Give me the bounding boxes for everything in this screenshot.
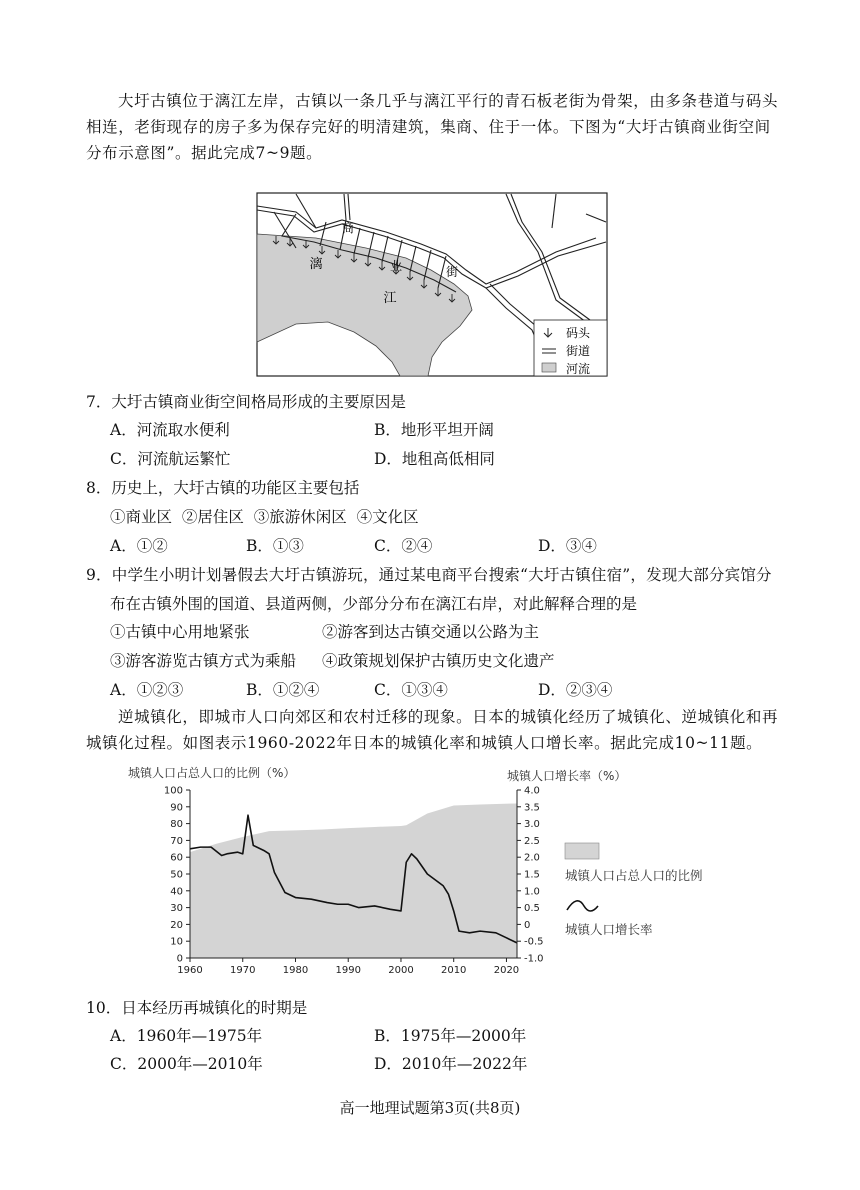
y-tick-label: 50 (170, 869, 183, 881)
page-footer: 高一地理试题第3页(共8页) (339, 1099, 521, 1117)
y-tick-label: 40 (170, 886, 183, 898)
map-legend (534, 320, 607, 376)
y-tick-label: 10 (170, 936, 183, 948)
q8-option-d[interactable]: D．③④ (538, 537, 597, 555)
q8-option-b[interactable]: B．①③ (246, 537, 304, 555)
x-tick-label: 1980 (282, 965, 309, 976)
y2-tick-label: 1.0 (524, 886, 540, 898)
x-tick-label: 1990 (335, 965, 361, 976)
q7-option-b[interactable]: B．地形平坦开阔 (374, 421, 494, 439)
q9-option-c[interactable]: C．①③④ (374, 681, 448, 699)
chart-area-layer (190, 803, 517, 958)
y2-tick-label: 2.5 (524, 835, 540, 847)
y2-tick-label: 4.0 (524, 785, 540, 797)
passage-2-text: 逆城镇化，即城市人口向郊区和农村迁移的现象。日本的城镇化经历了城镇化、逆城镇化和再城镇化过程。如图表示1960-2022年日本的城镇化率和城镇人口增长率。据此完成10~11题。 (86, 708, 779, 752)
q10-option-b[interactable]: B．1975年—2000年 (374, 1027, 527, 1045)
y2-tick-label: 3.0 (524, 819, 540, 831)
y-tick-label: 70 (170, 835, 183, 847)
q10-option-a[interactable]: A．1960年—1975年 (110, 1027, 263, 1045)
urbanization-chart-figure (112, 760, 752, 985)
q8-stem: 8．历史上，大圩古镇的功能区主要包括 (86, 479, 360, 497)
y2-tick-label: 2.0 (524, 852, 540, 864)
legend-street: 街道 (566, 344, 591, 358)
y2-tick-label: 3.5 (524, 802, 540, 814)
y-tick-label: 100 (163, 785, 183, 797)
y-tick-label: 80 (170, 819, 183, 831)
passage-1 (86, 88, 780, 166)
q9-item-2: ②游客到达古镇交通以公路为主 (322, 623, 540, 641)
map-label-jiang: 江 (383, 291, 397, 306)
river-legend-swatch (542, 363, 556, 372)
passage-2 (86, 704, 780, 756)
legend-line-label: 城镇人口增长率 (565, 922, 653, 937)
legend-area-label: 城镇人口占总人口的比例 (565, 868, 703, 883)
q9-stem-line-2: 布在古镇外围的国道、县道两侧，少部分分布在漓江右岸，对此解释合理的是 (110, 595, 638, 613)
legend-dock: 码头 (566, 326, 591, 340)
y2-tick-label: 1.5 (524, 869, 540, 881)
y2-tick-label: -1.0 (524, 953, 544, 965)
q7-option-a[interactable]: A．河流取水便利 (110, 421, 230, 439)
map-label-ye: 业 (389, 259, 403, 273)
y-tick-label: 20 (170, 919, 183, 931)
x-tick-label: 2020 (493, 965, 520, 976)
q9-item-3: ③游客游览古镇方式为乘船 (110, 652, 297, 670)
x-tick-label: 2010 (440, 965, 467, 976)
q10-option-c[interactable]: C．2000年—2010年 (110, 1055, 263, 1073)
chart-ylabel: 城镇人口占总人口的比例（%） (128, 766, 296, 780)
q7-stem: 7．大圩古镇商业街空间格局形成的主要原因是 (86, 393, 406, 411)
chart-legend (565, 843, 703, 937)
x-tick-label: 1970 (230, 965, 256, 976)
q9-option-d[interactable]: D．②③④ (538, 681, 613, 699)
y2-tick-label: 0.5 (524, 903, 540, 915)
y2-tick-label: -0.5 (524, 936, 544, 948)
legend-area-swatch (565, 843, 599, 859)
urbanization-rate-area (190, 803, 517, 958)
q8-option-a[interactable]: A．①② (110, 537, 168, 555)
q9-item-4: ④政策规划保护古镇历史文化遗产 (322, 652, 555, 670)
legend-river: 河流 (566, 362, 591, 376)
y-tick-label: 90 (170, 802, 183, 814)
y2-tick-label: 0 (524, 919, 531, 931)
q7-option-c[interactable]: C．河流航运繁忙 (110, 450, 231, 468)
y-tick-label: 60 (170, 852, 183, 864)
q8-option-c[interactable]: C．②④ (374, 537, 433, 555)
q9-item-1: ①古镇中心用地紧张 (110, 623, 250, 641)
map-label-shang: 商 (341, 221, 355, 235)
x-tick-label: 1960 (177, 965, 203, 976)
q10-stem: 10．日本经历再城镇化的时期是 (86, 999, 308, 1017)
street-map (256, 192, 608, 377)
y-tick-label: 30 (170, 903, 183, 915)
street-map-figure (256, 192, 608, 377)
map-label-jie: 街 (445, 265, 459, 279)
x-tick-label: 2000 (388, 965, 414, 976)
legend-line-icon (567, 901, 598, 911)
y-tick-label: 0 (176, 953, 183, 965)
q9-option-a[interactable]: A．①②③ (110, 681, 184, 699)
q10-option-d[interactable]: D．2010年—2022年 (374, 1055, 528, 1073)
passage-1-text: 大圩古镇位于漓江左岸，古镇以一条几乎与漓江平行的青石板老街为骨架，由多条巷道与码头相连，老街现存的房子多为保存完好的明清建筑，集商、住于一体。下图为“大圩古镇商业街空间分布示意图”。据此完成7~9题。 (86, 92, 779, 162)
q7-option-d[interactable]: D．地租高低相同 (374, 450, 495, 468)
chart-y2label: 城镇人口增长率（%） (507, 769, 627, 783)
q9-option-b[interactable]: B．①②④ (246, 681, 320, 699)
map-label-li: 漓 (309, 257, 323, 272)
q8-items: ①商业区 ②居住区 ③旅游休闲区 ④文化区 (110, 508, 419, 526)
urbanization-chart (112, 760, 752, 985)
q9-stem-line-1: 9．中学生小明计划暑假去大圩古镇游玩，通过某电商平台搜索“大圩古镇住宿”，发现大部分宾馆分 (86, 566, 772, 584)
